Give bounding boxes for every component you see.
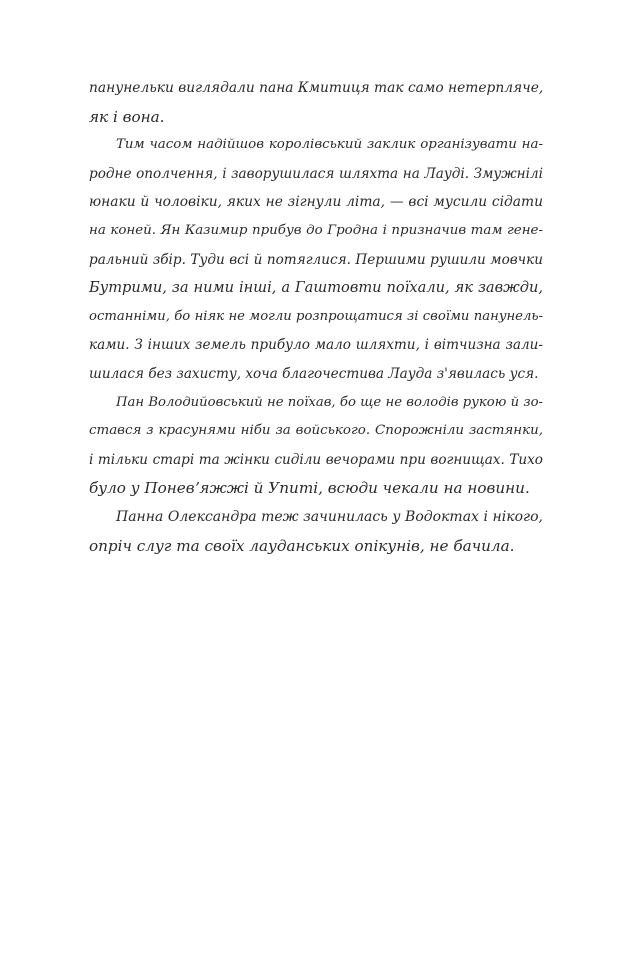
text-line: Панна Олександра теж зачинилась у Водоктах і нікого,: [116, 508, 543, 525]
text-line: Тим часом надійшов королівський заклик організувати на-: [116, 137, 543, 153]
text-line: стався з красунями ніби за войського. Спорожніли застянки,: [89, 423, 543, 439]
text-line: ральний збір. Туди всі й потяглися. Першими рушили мовчки: [89, 251, 543, 268]
paragraph-2: [89, 131, 543, 388]
text-line: юнаки й чоловіки, яких не зігнули літа, — всі мусили сідати: [89, 194, 543, 211]
paragraph-1: [89, 74, 543, 131]
text-line: Бутрими, за ними інші, а Гаштовти поїхали, як завжди,: [89, 279, 543, 297]
text-line: ками. З інших земель прибуло мало шляхти, і вітчизна зали-: [89, 337, 543, 354]
paragraph-4: [89, 503, 543, 560]
text-line: опріч слуг та своїх лауданських опікунів, не бачила.: [89, 536, 515, 555]
text-line: як і вона.: [89, 107, 165, 126]
text-line: панунельки виглядали пана Кмитиця так само нетерпляче,: [89, 80, 544, 96]
text-line: Пан Володийовський не поїхав, бо ще не володів рукою й зо-: [116, 394, 543, 410]
text-line: і тільки старі та жінки сиділи вечорами при вогнищах. Тихо: [89, 451, 543, 468]
text-line: шилася без захисту, хоча благочестива Лауда з'явилась уся.: [89, 365, 539, 382]
text-line: останніми, бо ніяк не могли розпрощатися зі своїми панунель-: [89, 308, 543, 324]
text-line: родне ополчення, і заворушилася шляхта на Лауді. Змужнілі: [89, 165, 543, 182]
text-line: було у Поневʼяжжі й Упиті, всюди чекали на новини.: [89, 479, 530, 498]
text-line: на коней. Ян Казимир прибув до Гродна і призначив там гене-: [89, 222, 543, 238]
paragraph-3: [89, 389, 543, 503]
page-text: [89, 74, 543, 560]
